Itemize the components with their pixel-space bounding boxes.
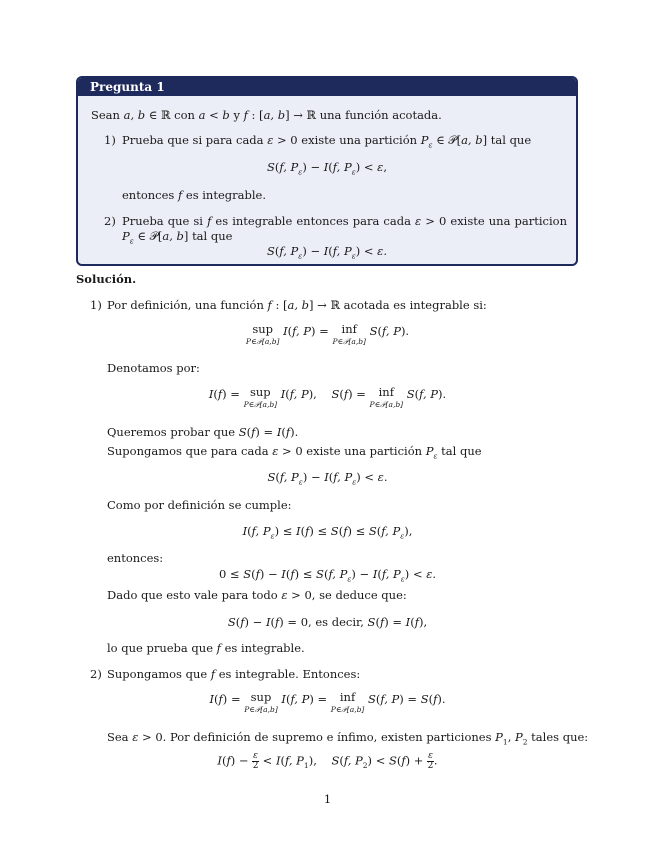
part2-sup-inf: Sea ε > 0. Por definición de supremo e ínfimo, existen particiones $P_1$, $P_2$ tales que: (107, 730, 589, 747)
part1-assume: Supongamos que para cada ε > 0 existe una partición $P_\varepsilon$ tal que (107, 444, 482, 461)
part1-then: entonces: (107, 551, 164, 565)
part2-number: 2) (90, 667, 102, 681)
part1-conclusion: lo que prueba que f es integrable. (107, 641, 305, 655)
solution-heading: Solución. (76, 272, 137, 286)
part1-eq-assume: S(f, $P_\varepsilon) - I(f$, $P_\varepsilon) < \varepsilon$. (267, 470, 388, 487)
part1-eq-result: S(f) − I(f) = 0, es decir, S(f) = I(f), (227, 615, 428, 629)
question-item1-conclusion: entonces f es integrable. (122, 188, 266, 202)
page-number: 1 (323, 792, 332, 806)
question-item1-text: Prueba que si para cada ε > 0 existe una partición $P_\varepsilon$ ∈ 𝒫[a, b] tal que (122, 133, 532, 150)
part1-goal: Queremos probar que S(f) = I(f). (107, 425, 299, 439)
part1-by-definition: Como por definición se cumple: (107, 498, 292, 512)
part1-eq-definition: sup P∈𝒫[a,b] I(f, P) = inf P∈𝒫[a,b] S(f, P). (245, 322, 410, 346)
question-intro: Sean a, b ∈ ℝ con a < b y f : [a, b] → ℝ una función acotada. (91, 108, 442, 122)
question-item2-number: 2) (104, 214, 116, 228)
question-item2-formula: S(f, $P_\varepsilon) - I(f$, $P_\varepsilon) < \varepsilon$. (266, 244, 387, 261)
part1-all-epsilon: Dado que esto vale para todo ε > 0, se deduce que: (107, 588, 407, 602)
part1-eq-chain: I(f, $P_\varepsilon) \le I(f) \le S(f) \le S(f$, $P_\varepsilon$), (242, 524, 413, 541)
question-title: Pregunta 1 (78, 78, 576, 96)
question-item1-number: 1) (104, 133, 116, 147)
question-box (76, 76, 578, 266)
part1-number: 1) (90, 298, 102, 312)
question-item1-formula: S(f, $P_\varepsilon) - I(f$, $P_\varepsilon) < \varepsilon$, (266, 160, 387, 177)
part1-eq-bound: 0 ≤ S(f) − I(f) ≤ S(f, $P_\varepsilon) - I(f$, $P_\varepsilon) < \varepsilon$. (218, 567, 437, 584)
part2-intro: Supongamos que f es integrable. Entonces: (107, 667, 361, 681)
part1-denote: Denotamos por: (107, 361, 200, 375)
part1-intro: Por definición, una función f : [a, b] → ℝ acotada es integrable si: (107, 298, 487, 312)
question-item2-text-line1: Prueba que si f es integrable entonces para cada ε > 0 existe una particion (122, 214, 567, 228)
question-item2-text-line2: $P_\varepsilon$ ∈ 𝒫[a, b] tal que (122, 229, 233, 246)
part2-eq-equal: I(f) = sup P∈𝒫[a,b] I(f, P) = inf P∈𝒫[a,b] S(f, P) = S(f). (209, 690, 446, 714)
part2-eq-partitions: I(f) − $\frac{\varepsilon}{2}$ < I(f, $P_1$), S(f, $P_2) < S(f)$ + $\frac{\varepsilon}{2}$ . (217, 751, 438, 771)
part1-eq-notation: I(f) = sup P∈𝒫[a,b] I(f, P), S(f) = inf P∈𝒫[a,b] S(f, P). (208, 385, 447, 409)
